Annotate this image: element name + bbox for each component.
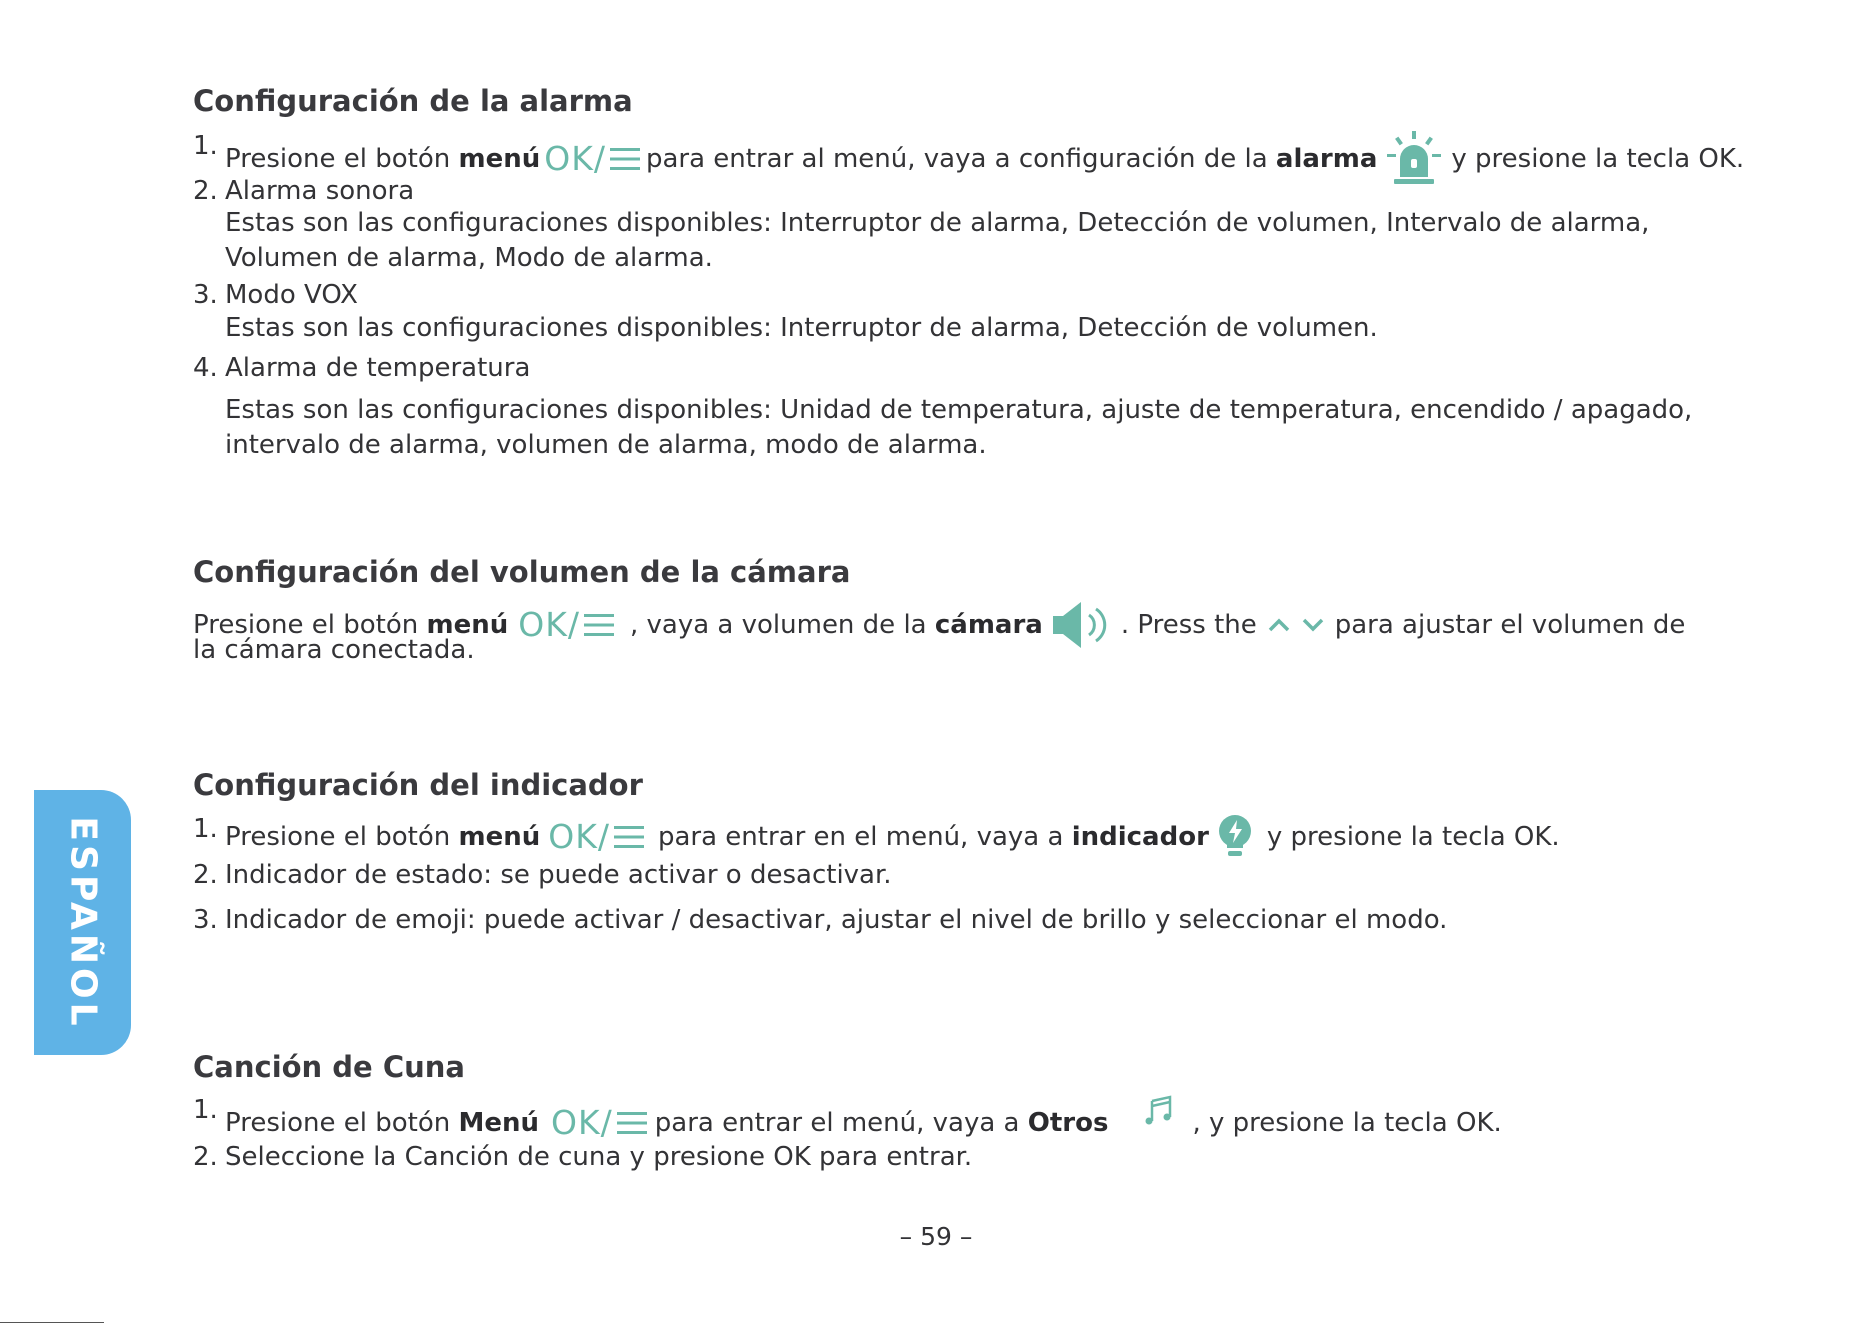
alarm-step-1 (225, 131, 1744, 187)
lullaby-item: Seleccione la Canción de cuna y presione OK para entrar. (225, 1142, 973, 1172)
ok-menu-symbol (548, 817, 644, 856)
alarm-item-title: Alarma de temperatura (225, 353, 531, 383)
lullaby-moon-music-icon (1122, 1095, 1176, 1151)
alarm-item-title: Modo VOX (225, 280, 358, 310)
step-text: , y presione la tecla OK. (1192, 1108, 1502, 1138)
alarm-item-desc: intervalo de alarma, volumen de alarma, modo de alarma. (225, 430, 987, 460)
indicator-bulb-icon (1217, 814, 1253, 860)
page-number: – 59 – (899, 1222, 973, 1251)
step-text: para entrar en el menú, vaya a (657, 822, 1064, 852)
menu-icon (614, 824, 644, 850)
step-text: Presione el botón (225, 1108, 451, 1138)
alarm-item-desc: Volumen de alarma, Modo de alarma. (225, 243, 713, 273)
step-text: para entrar al menú, vaya a configuración de la (645, 144, 1268, 174)
language-tab (34, 790, 131, 1055)
alarm-siren-icon (1385, 131, 1443, 187)
section-title-alarm: Configuración de la alarma (193, 84, 633, 118)
ok-menu-symbol (518, 605, 614, 644)
menu-label: Menú (458, 1108, 540, 1138)
down-arrow-icon (1301, 617, 1325, 633)
footer-rule (0, 1322, 104, 1323)
indicator-label: indicador (1071, 822, 1209, 852)
item-number: 1. (193, 131, 218, 161)
menu-label: menú (458, 822, 541, 852)
indicator-item: Indicador de emoji: puede activar / desactivar, ajustar el nivel de brillo y seleccionar el modo. (225, 905, 1448, 935)
ok-menu-symbol (544, 139, 640, 178)
item-number: 2. (193, 1142, 218, 1172)
language-tab-label: ESPAÑOL (62, 815, 103, 1030)
step-text: . Press the (1120, 610, 1257, 640)
alarm-item-desc: Estas son las configuraciones disponibles: Interruptor de alarma, Detección de volumen. (225, 313, 1378, 343)
item-number: 1. (193, 1095, 218, 1125)
menu-label: menú (426, 610, 509, 640)
ok-menu-symbol (551, 1103, 647, 1142)
ok-label: OK/ (544, 139, 606, 178)
step-text: Presione el botón (225, 822, 451, 852)
item-number: 2. (193, 176, 218, 206)
section-title-indicator: Configuración del indicador (193, 768, 643, 802)
step-text: para ajustar el volumen de (1334, 610, 1686, 640)
ok-label: OK/ (548, 817, 610, 856)
others-label: Otros (1027, 1108, 1109, 1138)
step-text: , vaya a volumen de la (629, 610, 927, 640)
alarm-item-desc: Estas son las configuraciones disponibles: Unidad de temperatura, ajuste de temperatura, encendido / apagado, (225, 395, 1693, 425)
item-number: 3. (193, 280, 218, 310)
step-text: y presione la tecla OK. (1266, 822, 1560, 852)
step-text: Presione el botón (193, 610, 419, 640)
section-title-volume: Configuración del volumen de la cámara (193, 555, 851, 589)
item-number: 3. (193, 905, 218, 935)
item-number: 2. (193, 860, 218, 890)
up-arrow-icon (1267, 617, 1291, 633)
volume-step-cont: la cámara conectada. (193, 635, 475, 665)
indicator-step-1 (225, 814, 1560, 860)
camera-label: cámara (934, 610, 1043, 640)
alarm-label: alarma (1275, 144, 1378, 174)
section-title-lullaby: Canción de Cuna (193, 1050, 465, 1084)
indicator-item: Indicador de estado: se puede activar o desactivar. (225, 860, 892, 890)
item-number: 4. (193, 353, 218, 383)
step-text: Presione el botón (225, 144, 451, 174)
ok-label: OK/ (551, 1103, 613, 1142)
menu-icon (617, 1110, 647, 1136)
speaker-icon (1051, 600, 1111, 650)
step-text: y presione la tecla OK. (1451, 144, 1745, 174)
menu-icon (610, 146, 640, 172)
menu-icon (584, 612, 614, 638)
alarm-item-title: Alarma sonora (225, 176, 415, 206)
ok-label: OK/ (518, 605, 580, 644)
step-text: para entrar el menú, vaya a (654, 1108, 1020, 1138)
menu-label: menú (458, 144, 541, 174)
alarm-item-desc: Estas son las configuraciones disponibles: Interruptor de alarma, Detección de volumen, Intervalo de alarma, (225, 208, 1650, 238)
item-number: 1. (193, 814, 218, 844)
